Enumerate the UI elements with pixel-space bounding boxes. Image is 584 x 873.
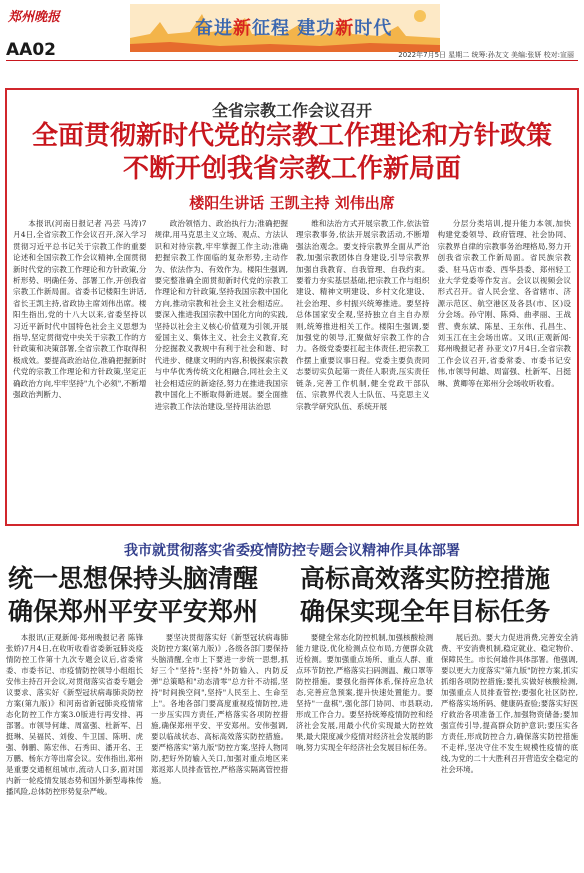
newspaper-logo: 郑州晚报 <box>8 10 61 25</box>
headline-line: 不断开创我省宗教工作新局面 <box>122 154 461 184</box>
story-headline-left <box>8 562 258 628</box>
headline-line: 确保实现全年目标任务 <box>300 597 551 626</box>
page-number: AA02 <box>6 40 56 60</box>
paragraph: 分层分类培训,提升能力本领,加快构建党委领导、政府管理、社会协同、宗教界自律的宗教事务治理格局,努力开创我省宗教工作新局面。省民族宗教委、驻马店市委、西华县委、郑州轻工业大学党委等作发言。会议以视频会议形式召开。省人民会堂、各省辖市、济源示范区、航空港区及各县(市、区)设分会场。孙守刚、陈舜、曲孝丽、王战营、费东斌、陈星、王东伟、孔昌生、刘玉江在主会场出席。又讯(正观新闻·郑州晚报记者 孙亚文)7月4日,全省宗教工作会议召开,省委常委、市委书记安伟,市领导何雄、周富强、杜新军、吕挺琳、黄卿等在郑州分会场收听收看。 <box>437 219 571 388</box>
paragraph: 展后劲。要大力促进消费,完善安全消费、平安消费机制,稳定就业、稳定物价、保障民生。市长何雄作具体部署。他强调,要以更大力度落实"第九版"防控方案,抓实抓细各项防控措施;要扎实做好核酸检测,加强重点人员排查管控;要强化社区防控,严格落实场所码、健康码查验;要落实好医疗救治各项准备工作,加强物资储备;要加强宣传引导,提高群众防护意识;要压实各方责任,形成防控合力,确保落实防控措施不走样,坚决守住不发生规模性疫情的底线,为党的二十大胜利召开营造安全稳定的社会环境。 <box>441 633 578 774</box>
text-column <box>13 218 147 518</box>
dateline: 2022年7月5日 星期二 统筹:孙友文 美编:张妍 校对:宣丽 <box>398 51 574 59</box>
headline-line: 统一思想保持头脑清醒 <box>8 564 259 593</box>
slogan-part-highlight: 新 <box>233 18 252 39</box>
story-headline-right <box>300 562 550 628</box>
slogan-part: 征程 建功 <box>252 18 336 39</box>
masthead <box>0 0 584 62</box>
text-column <box>438 218 572 518</box>
paragraph: 要坚决贯彻落实好《新型冠状病毒肺炎防控方案(第九版)》,各级各部门要保持头脑清醒,全市上下要进一步统一思想,抓好三个"坚持":坚持"外防输入、内防反弹"总策略和"动态清零"总方针不动摇,坚持"时间换空间",坚持"人民至上、生命至上"。各地各部门要高度重视疫情防控,进一步压实四方责任,严格落实各项防控措施,确保郑州平安、平安郑州。安伟强调,要以临战状态、高标高效落实防控措施。要严格落实"第九版"防控方案,坚持人物同防,把好外防输入关口,加强对重点地区来郑返郑人员排查管控,严格落实隔离管控措施。 <box>151 633 288 785</box>
text-column <box>6 632 143 869</box>
slogan-part: 奋进 <box>195 18 233 39</box>
story-kicker: 全省宗教工作会议召开 <box>211 101 372 120</box>
story-columns <box>6 632 578 869</box>
header-rule <box>6 60 578 61</box>
slogan-part-highlight: 新 <box>335 18 355 39</box>
story-kicker: 我市就贯彻落实省委疫情防控专题会议精神作具体部署 <box>124 543 460 559</box>
banner-slogan <box>195 14 392 40</box>
paragraph: 要健全常态化防控机制,加强核酸检测能力建设,优化检测点位布局,方便群众就近检测。要加强重点场所、重点人群、重点环节防控,严格落实扫码测温、戴口罩等防控措施。要强化指挥体系,保持应急状态,完善应急预案,提升快速处置能力。要坚持"一盘棋",强化部门协同、市县联动,形成工作合力。要坚持统筹疫情防控和经济社会发展,用最小代价实现最大防控效果,最大限度减少疫情对经济社会发展的影响,努力实现全年经济社会发展目标任务。 <box>296 633 433 752</box>
headline-line: 高标高效落实防控措施 <box>300 564 551 593</box>
story-subhead: 楼阳生讲话 王凯主持 刘伟出席 <box>189 194 395 212</box>
headline-line: 全面贯彻新时代党的宗教工作理论和方针政策 <box>31 121 552 151</box>
paragraph: 本报讯(河南日报记者 冯芸 马涛)7月4日,全省宗教工作会议召开,深入学习贯彻习近平总书记关于宗教工作的重要论述和全国宗教工作会议精神,全面贯彻新时代党的宗教工作理论和方针政策,分析形势、明确任务、部署工作,开创我省宗教工作新局面。省委书记楼阳生讲话,省长王凯主持,省政协主席刘伟出席。楼阳生指出,党的十八大以来,省委坚持以习近平新时代中国特色社会主义思想为指导,坚定贯彻党中央关于宗教工作的方针政策和决策部署,全省宗教工作取得积极成效。要提高政治站位,准确把握新时代党的宗教工作理论和方针政策,坚定正确政治方向,牢牢坚持"九个必须",不断增强政治判断力、 <box>13 219 147 400</box>
text-column <box>155 218 289 518</box>
story-epidemic-control <box>0 540 584 873</box>
text-column <box>296 218 430 518</box>
text-column <box>441 632 578 869</box>
headline-line: 确保郑州平安平安郑州 <box>8 597 259 626</box>
story-religious-work-conference <box>5 88 579 526</box>
slogan-part: 时代 <box>354 18 393 39</box>
text-column <box>296 632 433 869</box>
paragraph: 政治领悟力、政治执行力;准确把握规律,用马克思主义立场、观点、方法认识和对待宗教,牢牢掌握工作主动;准确把握宗教工作面临的复杂形势,主动作为、依法作为、有效作为。楼阳生强调,要完整准确全面贯彻新时代党的宗教工作理论和方针政策,坚持我国宗教中国化方向,推动宗教和社会主义社会相适应。要深入推进我国宗教中国化方向的实践,坚持以社会主义核心价值观为引领,开展爱国主义、集体主义、社会主义教育,充分挖掘教义教规中有利于社会和谐、时代进步、健康文明的内容,积极探索宗教与中华优秀传统文化相融合,同社会主义社会相适应的新途径,努力在推进我国宗教中国化上不断取得新进展。要全面推进宗教工作法治建设,坚持用法治思 <box>154 219 288 411</box>
story-columns <box>13 218 571 518</box>
paragraph: 维和法治方式开展宗教工作,依法管理宗教事务,依法开展宗教活动,不断增强法治观念。要支持宗教界全面从严治教,加强宗教团体自身建设,引导宗教界加强自我教育、自我管理、自我约束。要着力夯实基层基础,把宗教工作与组织建设、精神文明建设、乡村文化建设、社会治理、乡村振兴统筹推进。要坚持总体国家安全观,坚持独立自主自办原则,统筹推进相关工作。楼阳生强调,要加强党的领导,汇聚做好宗教工作的合力。各级党委要扛起主体责任,把宗教工作摆上重要议事日程。党委主要负责同志要切实负起第一责任人职责,压实责任链条,完善工作机制,健全党政干部队伍、宗教界代表人士队伍、马克思主义宗教学研究队伍、系统开展 <box>296 219 430 411</box>
text-column <box>151 632 288 869</box>
paragraph: 本报讯(正观新闻·郑州晚报记者 陈锋 张娇)7月4日,在收听收看省委新冠肺炎疫情防控工作第十九次专题会议后,省委常委、市委书记、市疫情防控领导小组组长安伟主持召开会议,对贯彻落实省委专题会议要求、落实好《新型冠状病毒肺炎防控方案(第九版)》和河南省新冠肺炎疫情常态化防控工作方案3.0版进行再安排、再部署。市领导何雄、周富强、杜新军、吕挺琳、吴福民、刘俊、牛卫国、陈明、虎强、韩鹏、陈宏伟、石秀田、潘开名、王万鹏、杨东方等出席会议。安伟指出,郑州是重要交通枢纽城市,流动人口多,面对国内新一轮疫情发展态势和国外新型毒株传播风险,总体防控形势复杂严峻。 <box>6 633 143 796</box>
story-headline <box>7 120 577 186</box>
